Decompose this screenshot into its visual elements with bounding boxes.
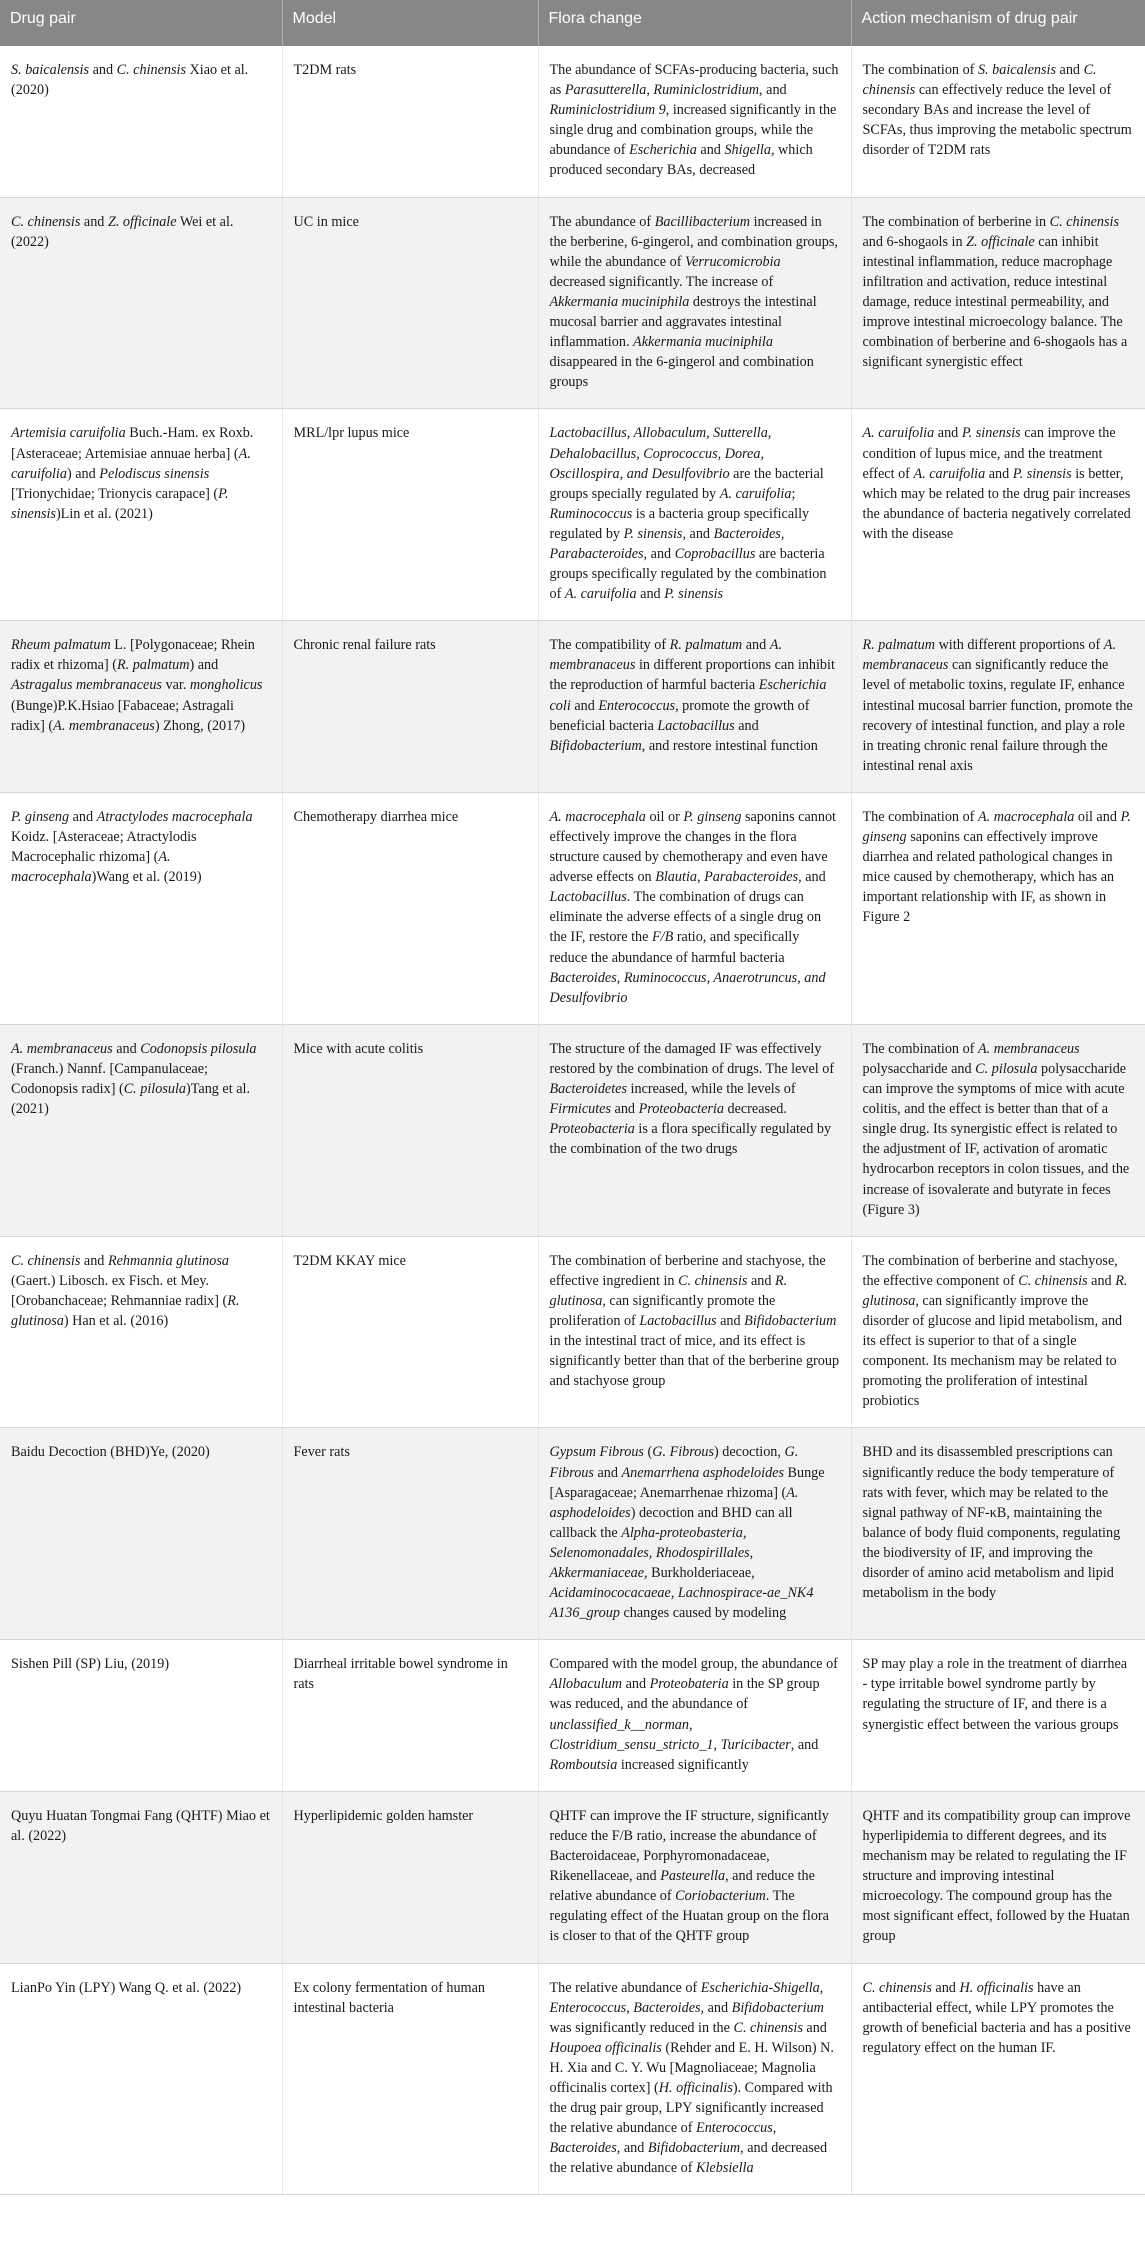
text-run: and xyxy=(1087,1272,1116,1289)
cell-flora-change xyxy=(538,1963,851,2195)
text-run: QHTF and its compatibility group can improve hyperlipidemia to different degrees, and its mechanism may be related to regulating the IF structure and improving intestinal microecology. The compound group has the most significant effect, followed by the Huatan group xyxy=(862,1807,1131,1945)
text-run: Sishen Pill (SP) Liu, (2019) xyxy=(11,1656,170,1673)
text-run: in the SP group was reduced, and the abundance of xyxy=(549,1676,820,1713)
text-run: decreased. xyxy=(723,1101,787,1118)
text-run: and 6-shogaols in xyxy=(862,233,967,250)
text-run: SP may play a role in the treatment of diarrhea - type irritable bowel syndrome partly by regulating the structure of IF, and there is a synergistic effect between the various groups xyxy=(862,1656,1128,1733)
text-run: , xyxy=(819,1979,824,1996)
text-run: and xyxy=(593,1464,622,1481)
cell-drug-pair xyxy=(0,792,282,1024)
italic-text-run: R. palmatum xyxy=(669,637,743,654)
text-run: MRL/lpr lupus mice xyxy=(293,425,410,442)
header-flora-change: Flora change xyxy=(538,0,851,46)
italic-text-run: Z. officinale xyxy=(966,233,1035,250)
text-run: Ex colony fermentation of human intestinal bacteria xyxy=(293,1979,485,2016)
italic-text-run: P. sinensis xyxy=(961,425,1021,442)
cell-drug-pair xyxy=(0,1236,282,1428)
italic-text-run: Astragalus membranaceus xyxy=(11,677,162,694)
text-run: , xyxy=(646,82,654,99)
text-run: polysaccharide and xyxy=(862,1060,976,1077)
text-run: and xyxy=(716,1312,745,1329)
cell-flora-change xyxy=(538,1024,851,1236)
italic-text-run: Ruminiclostridium xyxy=(653,82,760,99)
text-run: Hyperlipidemic golden hamster xyxy=(293,1807,474,1824)
cell-drug-pair xyxy=(0,1024,282,1236)
text-run: Buch.-Ham. ex Roxb. [Asteraceae; Artemisiae annuae herba] ( xyxy=(11,425,254,462)
text-run: BHD and its disassembled prescriptions can significantly reduce the body temperature of rats with fever, which may be related to the signal pathway of NF-κB, maintaining the balance of body fluid components, regulating the biodiversity of IF, and improving the disorder of amino acid metabolism and lipid metabolism in the body xyxy=(862,1444,1121,1602)
italic-text-run: Bacteroides xyxy=(633,1999,701,2016)
text-run: and xyxy=(112,1040,141,1057)
italic-text-run: Gypsum Fibrous xyxy=(549,1444,644,1461)
cell-action-mechanism xyxy=(851,1791,1145,1963)
italic-text-run: Bifidobacterium xyxy=(731,1999,824,2016)
italic-text-run: A. caruifolia xyxy=(719,485,792,502)
italic-text-run: Atractylodes macrocephala xyxy=(96,808,253,825)
cell-drug-pair xyxy=(0,46,282,197)
text-run: and xyxy=(931,1979,960,1996)
text-run: ) and xyxy=(189,657,219,674)
text-run: ) decoction, xyxy=(713,1444,785,1461)
text-run: , increased significantly in the single drug and combination groups, while the abundance of xyxy=(549,102,837,159)
italic-text-run: Escherichia xyxy=(629,142,697,159)
italic-text-run: C. chinensis xyxy=(862,62,1097,99)
cell-action-mechanism xyxy=(851,197,1145,409)
italic-text-run: Bifidobacterium xyxy=(744,1312,837,1329)
text-run: was significantly reduced in the xyxy=(549,2019,734,2036)
text-run: Wei et al. (2022) xyxy=(11,213,234,250)
cell-drug-pair xyxy=(0,1428,282,1640)
italic-text-run: Akkermania muciniphila xyxy=(549,293,690,310)
text-run: var. xyxy=(161,677,190,694)
text-run: Compared with the model group, the abundance of xyxy=(549,1656,838,1673)
text-run: , can significantly improve the disorder of glucose and lipid metabolism, and its effect is superior to that of a single component. Its mechanism may be related to promoting the proliferation of intestinal probiotics xyxy=(862,1292,1123,1410)
italic-text-run: Rehmannia glutinosa xyxy=(107,1252,229,1269)
text-run: are bacteria groups specifically regulated by the combination of xyxy=(549,545,827,603)
header-drug-pair: Drug pair xyxy=(0,0,282,46)
italic-text-run: C. chinensis xyxy=(1018,1272,1088,1289)
italic-text-run: Acidaminococacaeae, Lachnospirace-ae_NK4 A136_group xyxy=(549,1585,814,1622)
text-run: and xyxy=(610,1101,639,1118)
text-run: and xyxy=(1055,62,1084,78)
italic-text-run: Ruminiclostridium 9 xyxy=(549,102,666,119)
italic-text-run: R. palmatum xyxy=(862,637,936,654)
italic-text-run: Enterococcus xyxy=(549,1999,627,2016)
cell-action-mechanism xyxy=(851,1428,1145,1640)
text-run: are the bacterial groups specially regulated by xyxy=(549,465,824,502)
text-run: The combination of berberine and stachyose, the effective ingredient in xyxy=(549,1252,826,1289)
text-run: and xyxy=(89,62,117,78)
italic-text-run: A. membranaceus xyxy=(11,1040,113,1057)
italic-text-run: A. macrocephala xyxy=(977,808,1075,825)
cell-model xyxy=(282,1640,538,1792)
text-run: and xyxy=(742,637,770,654)
header-action-mechanism: Action mechanism of drug pair xyxy=(851,0,1145,46)
text-run: ratio, and specifically reduce the abundance of harmful bacteria xyxy=(549,929,800,966)
italic-text-run: Parabacteroides xyxy=(704,869,799,886)
italic-text-run: R. palmatum xyxy=(116,657,190,674)
text-run: can inhibit intestinal inflammation, reduce macrophage infiltration and activation, reduce intestinal damage, reduce intestinal permeability, and improve intestinal microecology balance. The combination of berberine and 6-shogaols has a significant synergistic effect xyxy=(862,233,1128,371)
italic-text-run: C. chinensis xyxy=(1049,213,1119,230)
cell-flora-change xyxy=(538,409,851,621)
italic-text-run: Pelodiscus sinensis xyxy=(99,465,210,482)
text-run: polysaccharide can improve the symptoms of mice with acute colitis, and the effect is better than that of a single drug. Its synergistic effect is related to the adjustment of IF, activation of aromatic hydrocarbon receptors in colon tissues, and the increase of isovalerate and butyrate in feces (Figure 3) xyxy=(862,1060,1130,1218)
italic-text-run: A. macrocephala xyxy=(11,849,171,886)
italic-text-run: Bacteroides xyxy=(549,2140,617,2157)
text-run: )Wang et al. (2019) xyxy=(91,869,202,886)
text-run: The abundance of SCFAs-producing bacteria, such as xyxy=(549,62,839,99)
text-run: ) Zhong, (2017) xyxy=(154,717,246,734)
italic-text-run: P. ginseng xyxy=(683,808,742,825)
italic-text-run: S. baicalensis xyxy=(977,62,1056,78)
text-run: , xyxy=(780,525,785,542)
header-row xyxy=(0,0,1145,46)
italic-text-run: A. membranaceus xyxy=(862,637,1117,674)
italic-text-run: C. chinensis xyxy=(862,1979,932,1996)
italic-text-run: Z. officinale xyxy=(107,213,177,230)
cell-model xyxy=(282,409,538,621)
italic-text-run: Allobaculum xyxy=(549,1676,623,1693)
table-row xyxy=(0,792,1145,1024)
text-run: increased significantly xyxy=(617,1756,749,1773)
italic-text-run: A. caruifolia xyxy=(11,445,251,482)
text-run: and xyxy=(934,425,962,442)
text-run: ) Han et al. (2016) xyxy=(63,1312,169,1329)
cell-action-mechanism xyxy=(851,1024,1145,1236)
text-run: and xyxy=(622,1676,650,1693)
cell-action-mechanism xyxy=(851,409,1145,621)
text-run: oil and xyxy=(1074,808,1121,825)
italic-text-run: mongholicus xyxy=(189,677,263,694)
italic-text-run: Bifidobacterium xyxy=(647,2140,741,2157)
text-run: , and xyxy=(759,82,787,99)
cell-action-mechanism xyxy=(851,792,1145,1024)
italic-text-run: Coriobacterium xyxy=(675,1888,766,1905)
italic-text-run: P. sinensis xyxy=(664,586,724,603)
italic-text-run: Parabacteroides xyxy=(549,545,644,562)
cell-flora-change xyxy=(538,197,851,409)
text-run: ) decoction and BHD can all callback the xyxy=(549,1504,793,1541)
italic-text-run: C. chinensis xyxy=(678,1272,748,1289)
cell-model xyxy=(282,1428,538,1640)
text-run: saponins cannot effectively improve the changes in the flora structure caused by chemotherapy and even have adverse effects on xyxy=(549,808,836,886)
cell-model xyxy=(282,1024,538,1236)
cell-drug-pair xyxy=(0,197,282,409)
text-run: decreased significantly. The increase of xyxy=(549,273,774,290)
text-run: , and decreased the relative abundance of xyxy=(549,2140,828,2177)
table-row xyxy=(0,1236,1145,1428)
table-row xyxy=(0,1640,1145,1792)
cell-flora-change xyxy=(538,792,851,1024)
cell-model xyxy=(282,621,538,793)
text-run: Quyu Huatan Tongmai Fang (QHTF) Miao et al. (2022) xyxy=(11,1807,270,1844)
italic-text-run: unclassified_k__norman, Clostridium_sensu_stricto_1 xyxy=(549,1716,714,1753)
text-run: Koidz. [Asteraceae; Atractylodis Macrocephalic rhizoma] ( xyxy=(11,829,197,866)
text-run: ( xyxy=(643,1444,653,1461)
text-run: in different proportions can inhibit the reproduction of harmful bacteria xyxy=(549,657,835,694)
text-run: . The regulating effect of the Huatan group on the flora is closer to that of the QHTF group xyxy=(549,1888,829,1945)
cell-action-mechanism xyxy=(851,46,1145,197)
text-run: Chemotherapy diarrhea mice xyxy=(293,808,459,825)
italic-text-run: Bifidobacterium xyxy=(549,737,642,754)
text-run: The abundance of xyxy=(549,213,655,230)
header-model: Model xyxy=(282,0,538,46)
text-run: can improve the condition of lupus mice, and the treatment effect of xyxy=(862,425,1116,482)
text-run: in the intestinal tract of mice, and its effect is significantly better than that of the berberine group and stachyose group xyxy=(549,1333,840,1390)
text-run: and xyxy=(985,465,1013,482)
text-run: and xyxy=(734,717,759,734)
cell-model xyxy=(282,792,538,1024)
text-run: , promote the growth of beneficial bacteria xyxy=(549,697,810,734)
text-run: and xyxy=(802,2019,827,2036)
cell-model xyxy=(282,1236,538,1428)
cell-model xyxy=(282,46,538,197)
cell-flora-change xyxy=(538,46,851,197)
italic-text-run: Enterococcus xyxy=(598,697,676,714)
text-run: and xyxy=(80,1252,108,1269)
italic-text-run: Klebsiella xyxy=(696,2160,754,2177)
table-row xyxy=(0,1024,1145,1236)
text-run: and xyxy=(69,808,97,825)
italic-text-run: S. baicalensis xyxy=(11,62,90,78)
cell-flora-change xyxy=(538,1236,851,1428)
italic-text-run: R. glutinosa xyxy=(862,1272,1128,1309)
italic-text-run: C. chinensis xyxy=(116,62,186,78)
italic-text-run: Turicibacter xyxy=(720,1736,791,1753)
italic-text-run: H. officinalis xyxy=(959,1979,1034,1996)
italic-text-run: A. caruifolia xyxy=(862,425,935,442)
cell-action-mechanism xyxy=(851,1963,1145,2195)
italic-text-run: H. officinalis xyxy=(658,2079,733,2096)
italic-text-run: Enterococcus xyxy=(696,2120,773,2137)
table-row xyxy=(0,1963,1145,2195)
table-row xyxy=(0,1791,1145,1963)
table-body xyxy=(0,46,1145,2195)
text-run: )Lin et al. (2021) xyxy=(55,505,153,522)
table-row xyxy=(0,46,1145,197)
text-run: )Tang et al. (2021) xyxy=(11,1081,251,1118)
cell-action-mechanism xyxy=(851,1640,1145,1792)
italic-text-run: P. ginseng xyxy=(11,808,70,825)
text-run: and xyxy=(747,1272,776,1289)
text-run: Chronic renal failure rats xyxy=(293,637,436,654)
text-run: and xyxy=(570,697,599,714)
text-run: Baidu Decoction (BHD)Ye, (2020) xyxy=(11,1444,210,1461)
text-run: destroys the intestinal mucosal barrier and aggravates intestinal inflammation. xyxy=(549,293,817,351)
text-run: Diarrheal irritable bowel syndrome in rats xyxy=(293,1656,508,1693)
italic-text-run: A. membranaceus xyxy=(549,637,782,674)
text-run: T2DM KKAY mice xyxy=(293,1252,406,1269)
italic-text-run: R. glutinosa xyxy=(549,1272,788,1309)
table-row xyxy=(0,1428,1145,1640)
italic-text-run: Rheum palmatum xyxy=(11,637,111,654)
text-run: can significantly reduce the level of metabolic toxins, regulate IF, enhance intestinal mucosal barrier function, promote the recovery of intestinal function, and play a role in treating chronic renal failure through the intestinal renal axis xyxy=(862,657,1133,774)
table-header xyxy=(0,0,1145,46)
text-run: , which produced secondary BAs, decreased xyxy=(549,142,813,179)
italic-text-run: C. chinensis xyxy=(733,2019,803,2036)
text-run: QHTF can improve the IF structure, significantly reduce the F/B ratio, increase the abundance of Bacteroidaceae, Porphyromonadaceae, Rikenellaceae, and xyxy=(549,1807,829,1885)
text-run: [Trionychidae; Trionycis carapace] ( xyxy=(11,485,219,502)
italic-text-run: Anemarrhena asphodeloides xyxy=(621,1464,784,1481)
text-run: The combination of xyxy=(862,808,978,825)
cell-flora-change xyxy=(538,1428,851,1640)
italic-text-run: Bacillibacterium xyxy=(654,213,751,230)
italic-text-run: Artemisia caruifolia xyxy=(11,425,126,442)
text-run: , and xyxy=(643,545,675,562)
text-run: Xiao et al. (2020) xyxy=(11,62,249,99)
text-run: , xyxy=(772,2120,777,2137)
text-run: L. [Polygonaceae; Rhein radix et rhizoma] ( xyxy=(11,637,255,674)
italic-text-run: A. caruifolia xyxy=(913,465,986,482)
text-run: , xyxy=(713,1736,721,1753)
text-run: is a bacteria group specifically regulated by xyxy=(549,505,810,542)
text-run: , and xyxy=(790,1736,819,1753)
cell-drug-pair xyxy=(0,621,282,793)
text-run: , and reduce the relative abundance of xyxy=(549,1868,815,1905)
text-run: ) and xyxy=(66,465,100,482)
text-run: (Rehder and E. H. Wilson) N. H. Xia and C. Y. Wu [Magnoliaceae; Magnolia officinalis cortex] ( xyxy=(549,2039,834,2096)
italic-text-run: Shigella xyxy=(724,142,771,159)
italic-text-run: Firmicutes xyxy=(549,1101,611,1118)
text-run: , and xyxy=(700,1999,732,2016)
text-run: UC in mice xyxy=(293,213,359,230)
cell-drug-pair xyxy=(0,1640,282,1792)
cell-action-mechanism xyxy=(851,621,1145,793)
italic-text-run: Escherichia coli xyxy=(549,677,827,714)
cell-flora-change xyxy=(538,1791,851,1963)
italic-text-run: Pasteurella xyxy=(660,1868,726,1885)
text-run: , and xyxy=(682,525,714,542)
text-run: ). Compared with the drug pair group, LPY significantly increased the relative abundance of xyxy=(549,2079,833,2137)
text-run: The combination of xyxy=(862,62,978,78)
italic-text-run: P. ginseng xyxy=(862,808,1131,845)
italic-text-run: Escherichia-Shigella xyxy=(700,1979,820,1996)
cell-drug-pair xyxy=(0,1791,282,1963)
cell-flora-change xyxy=(538,621,851,793)
cell-drug-pair xyxy=(0,409,282,621)
italic-text-run: A. caruifolia xyxy=(564,586,637,603)
text-run: , xyxy=(696,869,705,886)
text-run: The combination of berberine in xyxy=(862,213,1050,230)
text-run: is a flora specifically regulated by the combination of the two drugs xyxy=(549,1121,832,1158)
italic-text-run: C. pilosula xyxy=(123,1081,186,1098)
cell-drug-pair xyxy=(0,1963,282,2195)
italic-text-run: P. sinensis xyxy=(11,485,229,522)
italic-text-run: Blautia xyxy=(655,869,697,886)
italic-text-run: G. Fibrous xyxy=(652,1444,714,1461)
text-run: and xyxy=(80,213,108,230)
italic-text-run: Coprobacillus xyxy=(674,545,756,562)
table-row xyxy=(0,409,1145,621)
text-run: , and xyxy=(616,2140,648,2157)
italic-text-run: Bacteroidetes xyxy=(549,1081,627,1098)
text-run: , and restore intestinal function xyxy=(641,737,818,754)
italic-text-run: R. glutinosa xyxy=(11,1292,240,1329)
text-run: (Bunge)P.K.Hsiao [Fabaceae; Astragali radix] ( xyxy=(11,697,234,734)
italic-text-run: C. chinensis xyxy=(11,213,81,230)
text-run: , can significantly promote the proliferation of xyxy=(549,1292,776,1329)
italic-text-run: Proteobacteria xyxy=(549,1121,635,1138)
italic-text-run: Verrucomicrobia xyxy=(685,253,781,270)
text-run: increased, while the levels of xyxy=(626,1081,796,1098)
italic-text-run: Codonopsis pilosula xyxy=(140,1040,257,1057)
cell-action-mechanism xyxy=(851,1236,1145,1428)
cell-model xyxy=(282,197,538,409)
italic-text-run: Lactobacillus xyxy=(639,1312,717,1329)
text-run: LianPo Yin (LPY) Wang Q. et al. (2022) xyxy=(11,1979,242,1996)
text-run: can effectively reduce the level of secondary BAs and increase the level of SCFAs, thus improving the metabolic spectrum disorder of T2DM rats xyxy=(862,82,1132,159)
italic-text-run: Ruminococcus xyxy=(549,505,633,522)
text-run: (Franch.) Nannf. [Campanulaceae; Codonopsis radix] ( xyxy=(11,1060,208,1098)
text-run: disappeared in the 6-gingerol and combination groups xyxy=(549,354,814,391)
italic-text-run: Bacteroides, Ruminococcus, Anaerotruncus, and Desulfovibrio xyxy=(549,969,826,1006)
italic-text-run: Proteobacteria xyxy=(638,1101,724,1118)
italic-text-run: G. Fibrous xyxy=(549,1444,799,1481)
text-run: , and xyxy=(798,869,826,886)
text-run: oil or xyxy=(645,808,684,825)
text-run: (Gaert.) Libosch. ex Fisch. et Mey. [Orobanchaceae; Rehmanniae radix] ( xyxy=(11,1272,228,1309)
text-run: The combination of berberine and stachyose, the effective component of xyxy=(862,1252,1118,1289)
italic-text-run: P. sinensis xyxy=(623,525,683,542)
table-row xyxy=(0,621,1145,793)
italic-text-run: C. pilosula xyxy=(975,1060,1038,1077)
italic-text-run: Romboutsia xyxy=(549,1756,618,1773)
text-run: T2DM rats xyxy=(293,62,357,78)
text-run: The compatibility of xyxy=(549,637,670,654)
italic-text-run: A. asphodeloides xyxy=(549,1484,799,1521)
italic-text-run: Parasutterella xyxy=(564,82,647,99)
italic-text-run: P. sinensis xyxy=(1012,465,1072,482)
italic-text-run: Bacteroides xyxy=(713,525,781,542)
cell-flora-change xyxy=(538,1640,851,1792)
italic-text-run: Proteobateria xyxy=(649,1676,729,1693)
text-run: . The combination of drugs can eliminate the adverse effects of a single drug on the IF, restore the xyxy=(549,889,822,946)
text-run: The combination of xyxy=(862,1040,978,1057)
text-run: saponins can effectively improve diarrhea and related pathological changes in mice caused by chemotherapy, which has an important relationship with IF, as shown in Figure 2 xyxy=(862,829,1115,926)
italic-text-run: Lactobacillus, Allobaculum, Sutterella, Dehalobacillus, Coprococcus, Dorea, Oscillospira, and Desulfovibrio xyxy=(549,425,772,482)
text-run: The structure of the damaged IF was effectively restored by the combination of drugs. The level of xyxy=(549,1040,835,1077)
text-run: Burkholderiaceae, xyxy=(647,1565,755,1581)
italic-text-run: F/B xyxy=(651,929,674,946)
italic-text-run: Houpoea officinalis xyxy=(549,2039,662,2056)
text-run: The relative abundance of xyxy=(549,1979,701,1996)
text-run: Bunge [Asparagaceae; Anemarrhenae rhizoma] ( xyxy=(549,1464,825,1501)
italic-text-run: A. macrocephala xyxy=(549,808,646,825)
text-run: with different proportions of xyxy=(935,637,1104,654)
text-run: ; xyxy=(791,485,796,502)
italic-text-run: A. membranaceus xyxy=(53,717,155,734)
italic-text-run: Akkermania muciniphila xyxy=(633,334,773,351)
text-run: Mice with acute colitis xyxy=(293,1040,424,1057)
text-run: , xyxy=(626,1999,634,2016)
cell-model xyxy=(282,1963,538,2195)
text-run: increased in the berberine, 6-gingerol, and combination groups, while the abundance of xyxy=(549,213,838,270)
text-run: and xyxy=(696,142,725,159)
cell-model xyxy=(282,1791,538,1963)
italic-text-run: Alpha-proteobasteria, Selenomonadales, Rhodospirillales, Akkermaniaceae, xyxy=(549,1524,754,1581)
italic-text-run: A. membranaceus xyxy=(977,1040,1080,1057)
italic-text-run: C. chinensis xyxy=(11,1252,81,1269)
text-run: and xyxy=(636,586,665,603)
text-run: have an antibacterial effect, while LPY promotes the growth of beneficial bacteria and has a positive regulatory effect on the human IF. xyxy=(862,1979,1131,2056)
text-run: is better, which may be related to the drug pair increases the abundance of bacteria negatively correlated with the disease xyxy=(862,465,1131,542)
italic-text-run: Lactobacillus xyxy=(657,717,735,734)
text-run: changes caused by modeling xyxy=(619,1605,787,1622)
italic-text-run: Lactobacillus xyxy=(549,889,627,906)
text-run: Fever rats xyxy=(293,1444,350,1461)
table-row xyxy=(0,197,1145,409)
